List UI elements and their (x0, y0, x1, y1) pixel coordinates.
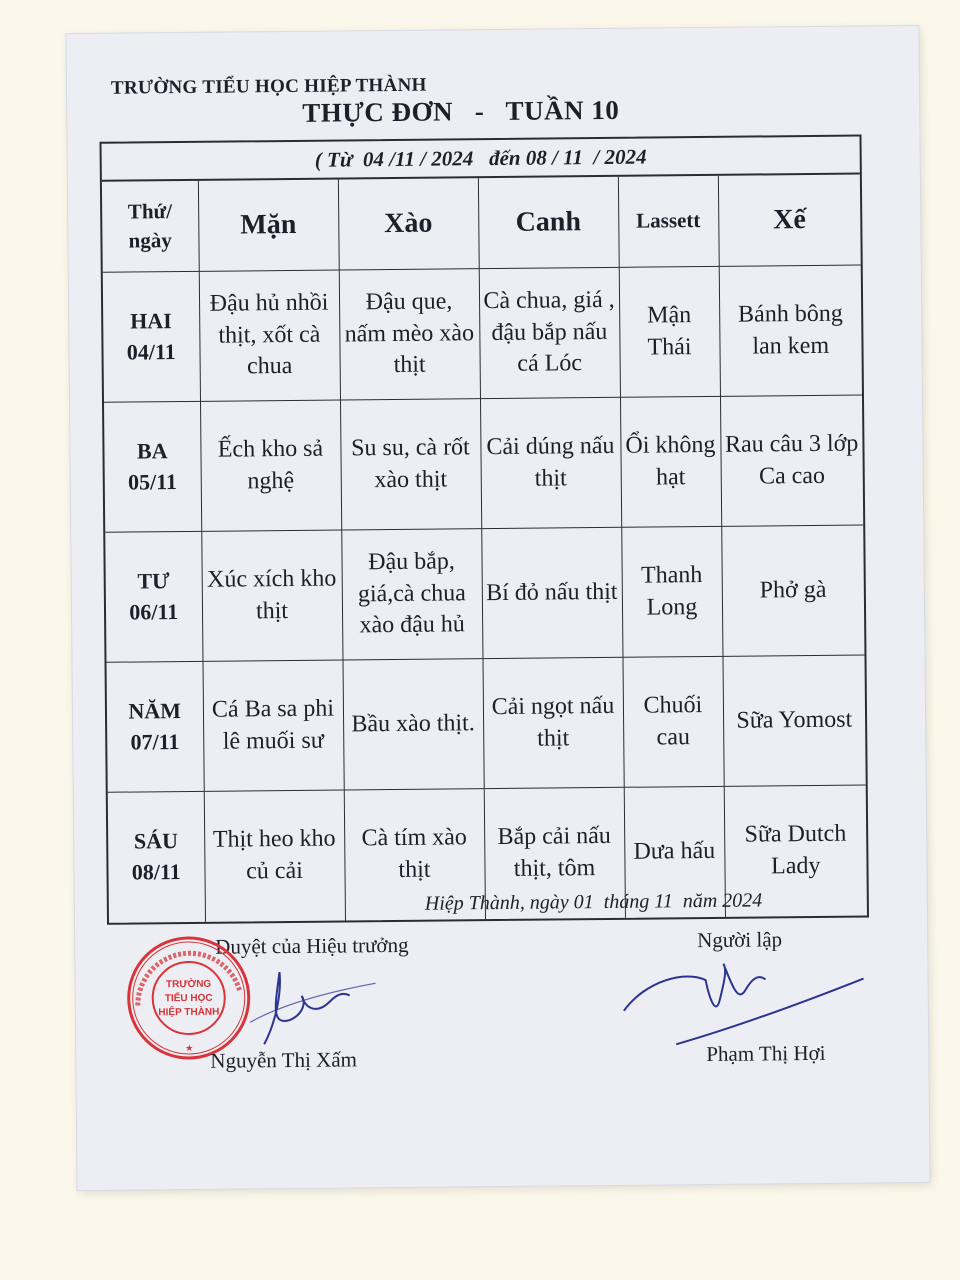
day-cell: SÁU 08/11 (108, 791, 205, 922)
day-cell: TƯ 06/11 (105, 531, 202, 662)
lassett-cell: Chuối cau (622, 656, 723, 787)
table-header-row (102, 175, 861, 273)
canh-cell: Cải dúng nấu thịt (480, 397, 621, 528)
stamp-star: ★ (185, 1042, 194, 1054)
table-row (105, 525, 864, 662)
column-header-day (102, 181, 199, 272)
principal-name: Nguyễn Thị Xấm (210, 1047, 358, 1073)
menu-title: THỰC ĐƠN - TUẦN 10 (302, 94, 620, 128)
column-header-xao: Xào (338, 178, 479, 270)
table-row (104, 395, 863, 532)
lassett-cell: Dưa hấu (624, 786, 725, 917)
stamp-text-3: HIỆP THÀNH (158, 1006, 220, 1019)
xe-cell: Sữa Yomost (722, 655, 865, 786)
xao-cell: Bầu xào thịt. (342, 659, 483, 790)
menu-table-frame (100, 134, 869, 924)
table-row (107, 655, 866, 792)
stamp-text-2: TIỂU HỌC (164, 992, 213, 1005)
lassett-cell: Mận Thái (619, 266, 720, 397)
column-header-lassett: Lassett (618, 176, 719, 267)
lassett-cell: Ổi không hạt (620, 396, 721, 527)
xe-cell: Sữa Dutch Lady (724, 785, 867, 916)
signature-stroke (263, 971, 350, 1044)
signature-tail (249, 964, 376, 1023)
man-cell: Thịt heo kho củ cải (204, 790, 345, 921)
signature-stroke (623, 963, 765, 1010)
canh-cell: Bí đỏ nấu thịt (481, 527, 622, 658)
menu-table (102, 175, 867, 923)
man-cell: Ếch kho sả nghệ (200, 400, 341, 531)
approval-label: Duyệt của Hiệu trưởng (215, 932, 409, 959)
signature-underline (676, 979, 865, 1045)
lassett-cell: Thanh Long (621, 526, 722, 657)
man-cell: Cá Ba sa phi lê muối sư (202, 660, 343, 791)
canh-cell: Bắp cải nấu thịt, tôm (484, 787, 625, 918)
canh-cell: Cải ngọt nấu thịt (482, 657, 623, 788)
place-date: Hiệp Thành, ngày 01 tháng 11 năm 2024 (424, 889, 763, 915)
preparer-name: Phạm Thị Hợi (706, 1040, 826, 1067)
man-cell: Đậu hủ nhồi thịt, xốt cà chua (199, 270, 340, 401)
principal-signature (245, 961, 376, 1052)
menu-sheet (66, 26, 929, 1190)
xe-cell: Phở gà (721, 525, 864, 656)
column-header-xe: Xế (718, 175, 861, 267)
xao-cell: Đậu que, nấm mèo xào thịt (339, 269, 480, 400)
day-cell: BA 05/11 (104, 401, 201, 532)
header-text: Thứ/ ngày (127, 198, 173, 253)
xe-cell: Bánh bông lan kem (719, 265, 862, 396)
stamp-text-1: TRƯỜNG (165, 978, 212, 991)
column-header-canh: Canh (478, 177, 619, 269)
preparer-label: Người lập (697, 927, 783, 953)
table-row (103, 265, 862, 402)
preparer-signature (615, 938, 866, 1050)
xao-cell: Đậu bắp, giá,cà chua xào đậu hủ (341, 529, 482, 660)
day-cell: NĂM 07/11 (107, 661, 204, 792)
school-stamp (125, 934, 252, 1061)
column-header-man: Mặn (198, 180, 339, 272)
day-cell: HAI 04/11 (103, 271, 200, 402)
xe-cell: Rau câu 3 lớp Ca cao (720, 395, 863, 526)
canh-cell: Cà chua, giá , đậu bắp nấu cá Lóc (479, 267, 620, 398)
xao-cell: Su su, cà rốt xào thịt (340, 399, 481, 530)
xao-cell: Cà tím xào thịt (344, 789, 485, 920)
man-cell: Xúc xích kho thịt (201, 530, 342, 661)
date-range: ( Từ 04 /11 / 2024 đến 08 / 11 / 2024 (102, 137, 860, 182)
school-name: TRƯỜNG TIỂU HỌC HIỆP THÀNH (110, 74, 427, 99)
